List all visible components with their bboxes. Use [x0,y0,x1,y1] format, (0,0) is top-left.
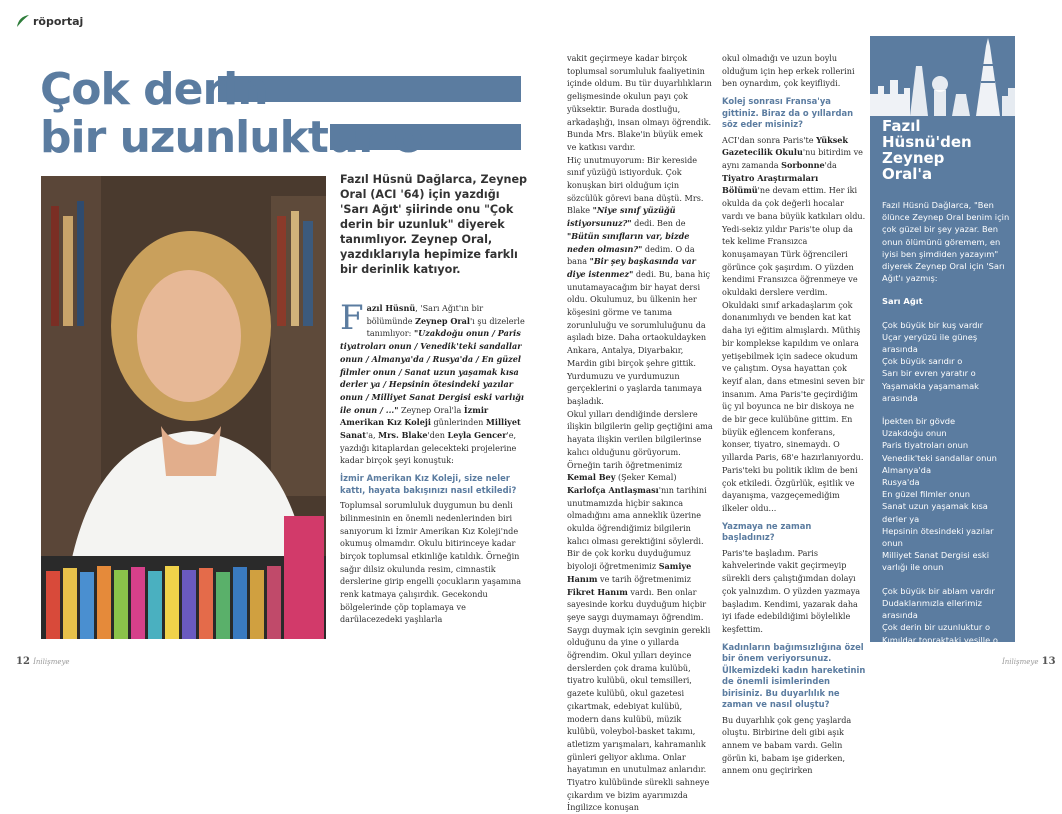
text: dedim. O da bana [567,243,695,267]
poem-line: Rusya'da [882,477,920,488]
col2-paragraph-1: vakit geçirmeye kadar birçok toplumsal sorumluluk faaliyetinin içinde oldum. Bu tür duyarlılıkların gelişmesinde okulun payı çok yüksektir. Burada dostluğu, arkadaşlığı, insan olmayı öğrendik. Bunda Mrs. Blake'in büyük emek ve katkısı vardır. [567,53,712,152]
magazine-name: İnilişmeye [1002,658,1039,666]
sidebar-title [882,118,972,182]
portrait-photo [41,176,326,639]
name-bold: Sorbonne [781,160,825,171]
drop-cap: F [340,298,364,338]
magazine-name: İnilişmeye [33,658,70,666]
name-bold: Leyla Gencer [447,430,507,441]
sidebar-intro: Fazıl Hüsnü Dağlarca, "Ben ölünce Zeynep Oral benim için çok güzel bir şey yazar. Ben onun ölümünü göremem, en iyisi ben şimdiden yazayım" diyerek Zeynep Oral için 'Sarı Ağıt'ı yazmış: [882,200,1010,284]
question-heading: İzmir Amerikan Kız Koleji, size neler kattı, hayata bakışınızı nasıl etkiledi? [340,473,517,495]
question-heading: Yazmaya ne zaman başladınız? [722,520,812,543]
sidebar-title-line: Oral'a [882,165,933,183]
text: 'ı şu dizelerle tanımlıyor: [366,315,525,339]
name-bold: İzmir Amerikan Kız Koleji [340,404,489,428]
page-number: 13 [1041,656,1056,667]
name-bold: azıl Hüsnü [366,303,416,313]
poem-line: Hayır ölmezdi ki o geçerdi. [882,718,993,729]
name-bold: Tiyatro Araştırmaları Bölümü [722,172,819,196]
poem-line: Çok büyük sarıdır o [882,356,963,367]
name-bold: Fikret Hanım [567,586,628,597]
page-number-left [16,656,70,667]
page-title [40,66,422,162]
text: ve tarih öğretmenimiz [597,573,692,584]
col3-paragraph-4: Bu duyarlılık çok genç yaşlarda oluştu. Birbirine deli gibi aşık annem ve babam vardı. Gelin görün ki, babam işe giderken, annem onu geçirirken [722,714,852,776]
poem-line: Sarı bir evren yaratır o [882,368,976,379]
text: dedi. Bu, bana hiç unutamayacağım bir hayat dersi oldu. Okulumuz, bu ülkenin her köşesini görme ve tanıma zorunluluğu ve sorumluluğunu da aşıladı bize. Daha ortaokuldayken Ankara, Antalya, Diyarbakır, Mardin gibi birçok şehre gittik. Yurdumuzu ve yurdumuzun gerçeklerini o yaşlarda tanımaya başladık. [567,268,711,406]
text: vardı. Ben onlar sayesinde korku duyduğum hiçbir şeye saygı duymamayı öğrendim. Saygı duymak için sevginin gerekli olduğunu da yine o yıllarda öğrendim. Okul yılları deyince derslerden çok drama kulübü, tiyatro kulübü, okul temsilleri, gazete kulübü, okul gazetesi çıkartmak, edebiyat kulübü, modern dans kulübü, müzik kulübü, voleybol-basket takımı, atletizm yarışmaları, kahramanlık günleri geliyor aklıma. Onlar hayatımın en unutulmaz anlarıdır. Tiyatro kulübünde sürekli sahneye çıkardım ve bizim ayarımızda İngilizce konuşan [567,586,711,813]
question-heading: Kadınların bağımsızlığına özel bir önem veriyorsunuz. Ülkemizdeki kadın hareketinin de önemli isimlerinden birisiniz. Bu duyarlılık ne zaman ve nasıl oluştu? [722,641,866,710]
name-bold: Mrs. Blake [378,430,428,441]
name-bold: Milliyet Sanat [340,417,521,441]
title-line-1: Çok derin [40,64,268,115]
section-label [16,14,83,28]
text: 'da [824,160,837,171]
poem-line: Kımıldar topraktaki yeşille o [882,634,998,645]
text: 'ne devam ettim. Her iki okulda da çok değerli hocalar vardı ve bana büyük katkıları oldu. Yedi-sekiz yıldır Paris'te olup da tek kelime Fransızca konuşamayan Türk öğrencileri görünce çok şaşırdım. O yüzden kendimi Fransızca öğrenmeye ve okuldaki derslere verdim. Okuldaki sınıf arkadaşlarım çok donanımlıydı ve benden kat kat daha iyi eğitim almışlardı. Müthiş bir komplekse kapıldım ve onlara yetişebilmek için sadece okudum ve çalıştım. Oysa hayattan çok keyif alan, dans etmesini seven bir insanım. Ama Paris'te geçirdiğim üç yıl boyunca ne bir diskoya ne de bir gece kulübüne gittim. En büyük eğlencem konferans, konser, tiyatro, sinemaydı. O yıllarda Paris, 68'e hazırlanıyordu. Paris'teki bu politik iklim de beni çok etkiledi. Özgürlük, eşitlik ve dayanışma, vazgeçemediğim ilkeler oldu... [722,185,866,513]
intro-lede: Fazıl Hüsnü Dağlarca, Zeynep Oral (ACI '64) için yazdığı 'Sarı Ağıt' şiirinde onu "Çok derin bir uzunluk" diyerek tanımlıyor. Zeynep Oral, yazdıklarıyla hepimize farklı bir derinlik katıyor. [340,173,528,276]
poem-stanza-3 [882,585,1012,695]
sidebar-title-line: Zeynep [882,149,945,167]
text: (Şeker Kemal) [615,472,677,483]
poem-line: Çok büyük bir ablam vardır [882,585,995,596]
name-bold: Karlofça Antlaşması [567,484,659,495]
name-bold: Kemal Bey [567,472,616,483]
city-skyline-illustration [870,36,1015,116]
col2-paragraph-3 [567,408,713,814]
name-bold: Yüksek Gazetecilik Okulu [722,134,849,158]
sidebar-body [882,199,1012,730]
poem-line: Milliyet Sanat Dergisi eski varlığı ile onun [882,550,990,573]
poem-line: Hepsinin ötesindeki yazılar onun [882,525,994,549]
text: ACI'dan sonra Paris'te [722,134,817,145]
poem-line: Sanat uzun yaşamak kısa derler ya [882,501,988,524]
poem-line: Çok derin bir uzunluktur o [882,622,991,633]
article-column-1 [340,298,528,626]
poem-line: Uzakdoğu onun [882,428,947,439]
text: Hiç unutmuyorum: Bir kereside sınıf yüzüğü istiyorduk. Çok konuşkan biri olduğum için sözcülük görevi bana düştü. Mrs. Blake [567,154,704,216]
col3-paragraph-2 [722,134,866,515]
text: 'e, yazdığı kitaplardan gelecekteki projelerine kadar birçok şeyi konuştuk: [340,430,517,466]
page-number-right [1002,656,1056,667]
article-column-2 [567,52,713,814]
poem-line: Zeynep Oral'la Zeynep Oral arasında [882,671,997,694]
poem-line: Çok büyük bir kuş vardır [882,319,984,330]
text: 'nın tarihini unutmamızda hiçbir sakınca olmadığını ama anneklik üzerine okulda öğrendiğimiz bilgilerin kalıcı olması gerektiğini söylerdi. Bir de çok korku duyduğumuz biyoloji öğretmenimiz [567,484,707,572]
poem-stanza-4 [882,706,1012,730]
col2-paragraph-2 [567,154,713,408]
poem-line: En güzel filmler onun [882,489,970,500]
poem-line: Yaşamakla yaşamamak arasında [882,380,979,403]
question-heading: Kolej sonrası Fransa'ya gittiniz. Biraz da o yıllardan söz eder misiniz? [722,96,854,130]
name-bold: Zeynep Oral [415,315,470,326]
text: günlerinden [430,417,486,428]
poem-line: Uçar yeryüzü ile güneş arasında [882,331,978,355]
poem-line: İpekten bir gövde [882,416,956,427]
poem-stanza-2 [882,415,1012,574]
col3-paragraph-1: okul olmadığı ve uzun boylu olduğum için hep erkek rollerini ben oynardım, çok keyifliydi. [722,53,855,89]
poem-line: Almanya'da [882,464,932,475]
text: 'den [427,430,448,441]
poem-line: Sarı sözcüklerimiz sarı güller arasında [882,646,1002,669]
poem-line: Sarı saçlarından geçerdi ölmek [882,706,1011,717]
sidebar-title-line: Hüsnü'den [882,133,972,151]
text: Okul yılları dendiğinde derslere ilişkin bilgilerin gelip geçtiğini ama hayata ilişkin verilen bilgilerinse kalıcı olduğunu görüyorum. Örneğin tarih öğretmenimiz [567,408,713,470]
col1-paragraph-1 [340,298,528,467]
quote: "Bütün sınıfların var, bizde neden olmasın?" [567,230,690,254]
text: Zeynep Oral'la [398,404,464,415]
text: dedi. Ben de [631,218,686,229]
page-number: 12 [16,656,30,667]
text: , 'Sarı Ağıt'ın bir bölümünde [366,303,484,326]
col3-paragraph-3: Paris'te başladım. Paris kahvelerinde vakit geçirmeyip sürekli ders çalıştığımdan dolayı çok yalnızdım. O yüzden yazmaya başladım. Kendimi, yazarak daha iyi ifade edebildiğimi böylelikle keşfettim. [722,547,861,634]
quote: "Niye sınıf yüzüğü istiyorsunuz?" [567,205,676,229]
poem-sidebar [870,36,1015,729]
title-line-2: bir uzunluktur o [40,112,423,163]
text: 'nu bitirdim ve aynı zamanda [722,147,863,171]
quote: "Bir şey başkasında var diye istenmez" [567,256,696,279]
poem-stanza-1 [882,319,1012,404]
poem-quote: "Uzakdoğu onun / Paris tiyatroları onun / Venedik'teki sandallar onun / Almanya'da / Rusya'da / En güzel filmler onun / Sanat uzun yaşamak kısa derler ya / Hepsinin ötesindeki yazılar onun / Milliyet Sanat Dergisi eski varlığı ile onun / ..." [340,328,525,415]
poem-line: Venedik'teki sandallar onun [882,452,997,463]
poem-line: Paris tiyatroları onun [882,440,969,451]
poem-title: Sarı Ağıt [882,296,923,307]
col1-paragraph-2: Toplumsal sorumluluk duygumun bu denli bilinmesinin en önemli nedenlerinden biri sanıyorum ki İzmir Amerikan Kız Koleji'nde okumuş olmamdır. Okulu bitirinceye kadar birçok toplumsal etkinliğe katıldık. Örneğin sağır dilsiz okulunda resim, cimnastik derslerine girip engelli çocukların yaşamına renk katmaya çalışırdık. Gecekondu bölgelerinde çöp toplamaya ve darülacezedeki yaşlılarla [340,500,522,625]
poem-line: Dudaklarımızla ellerimiz arasında [882,597,982,621]
name-bold: Samiye Hanım [567,561,692,584]
sidebar-title-line: Fazıl [882,117,921,135]
text: 'a, [365,430,379,441]
article-column-3 [722,52,866,777]
leaf-icon [16,14,30,28]
section-label-text: röportaj [33,14,84,28]
